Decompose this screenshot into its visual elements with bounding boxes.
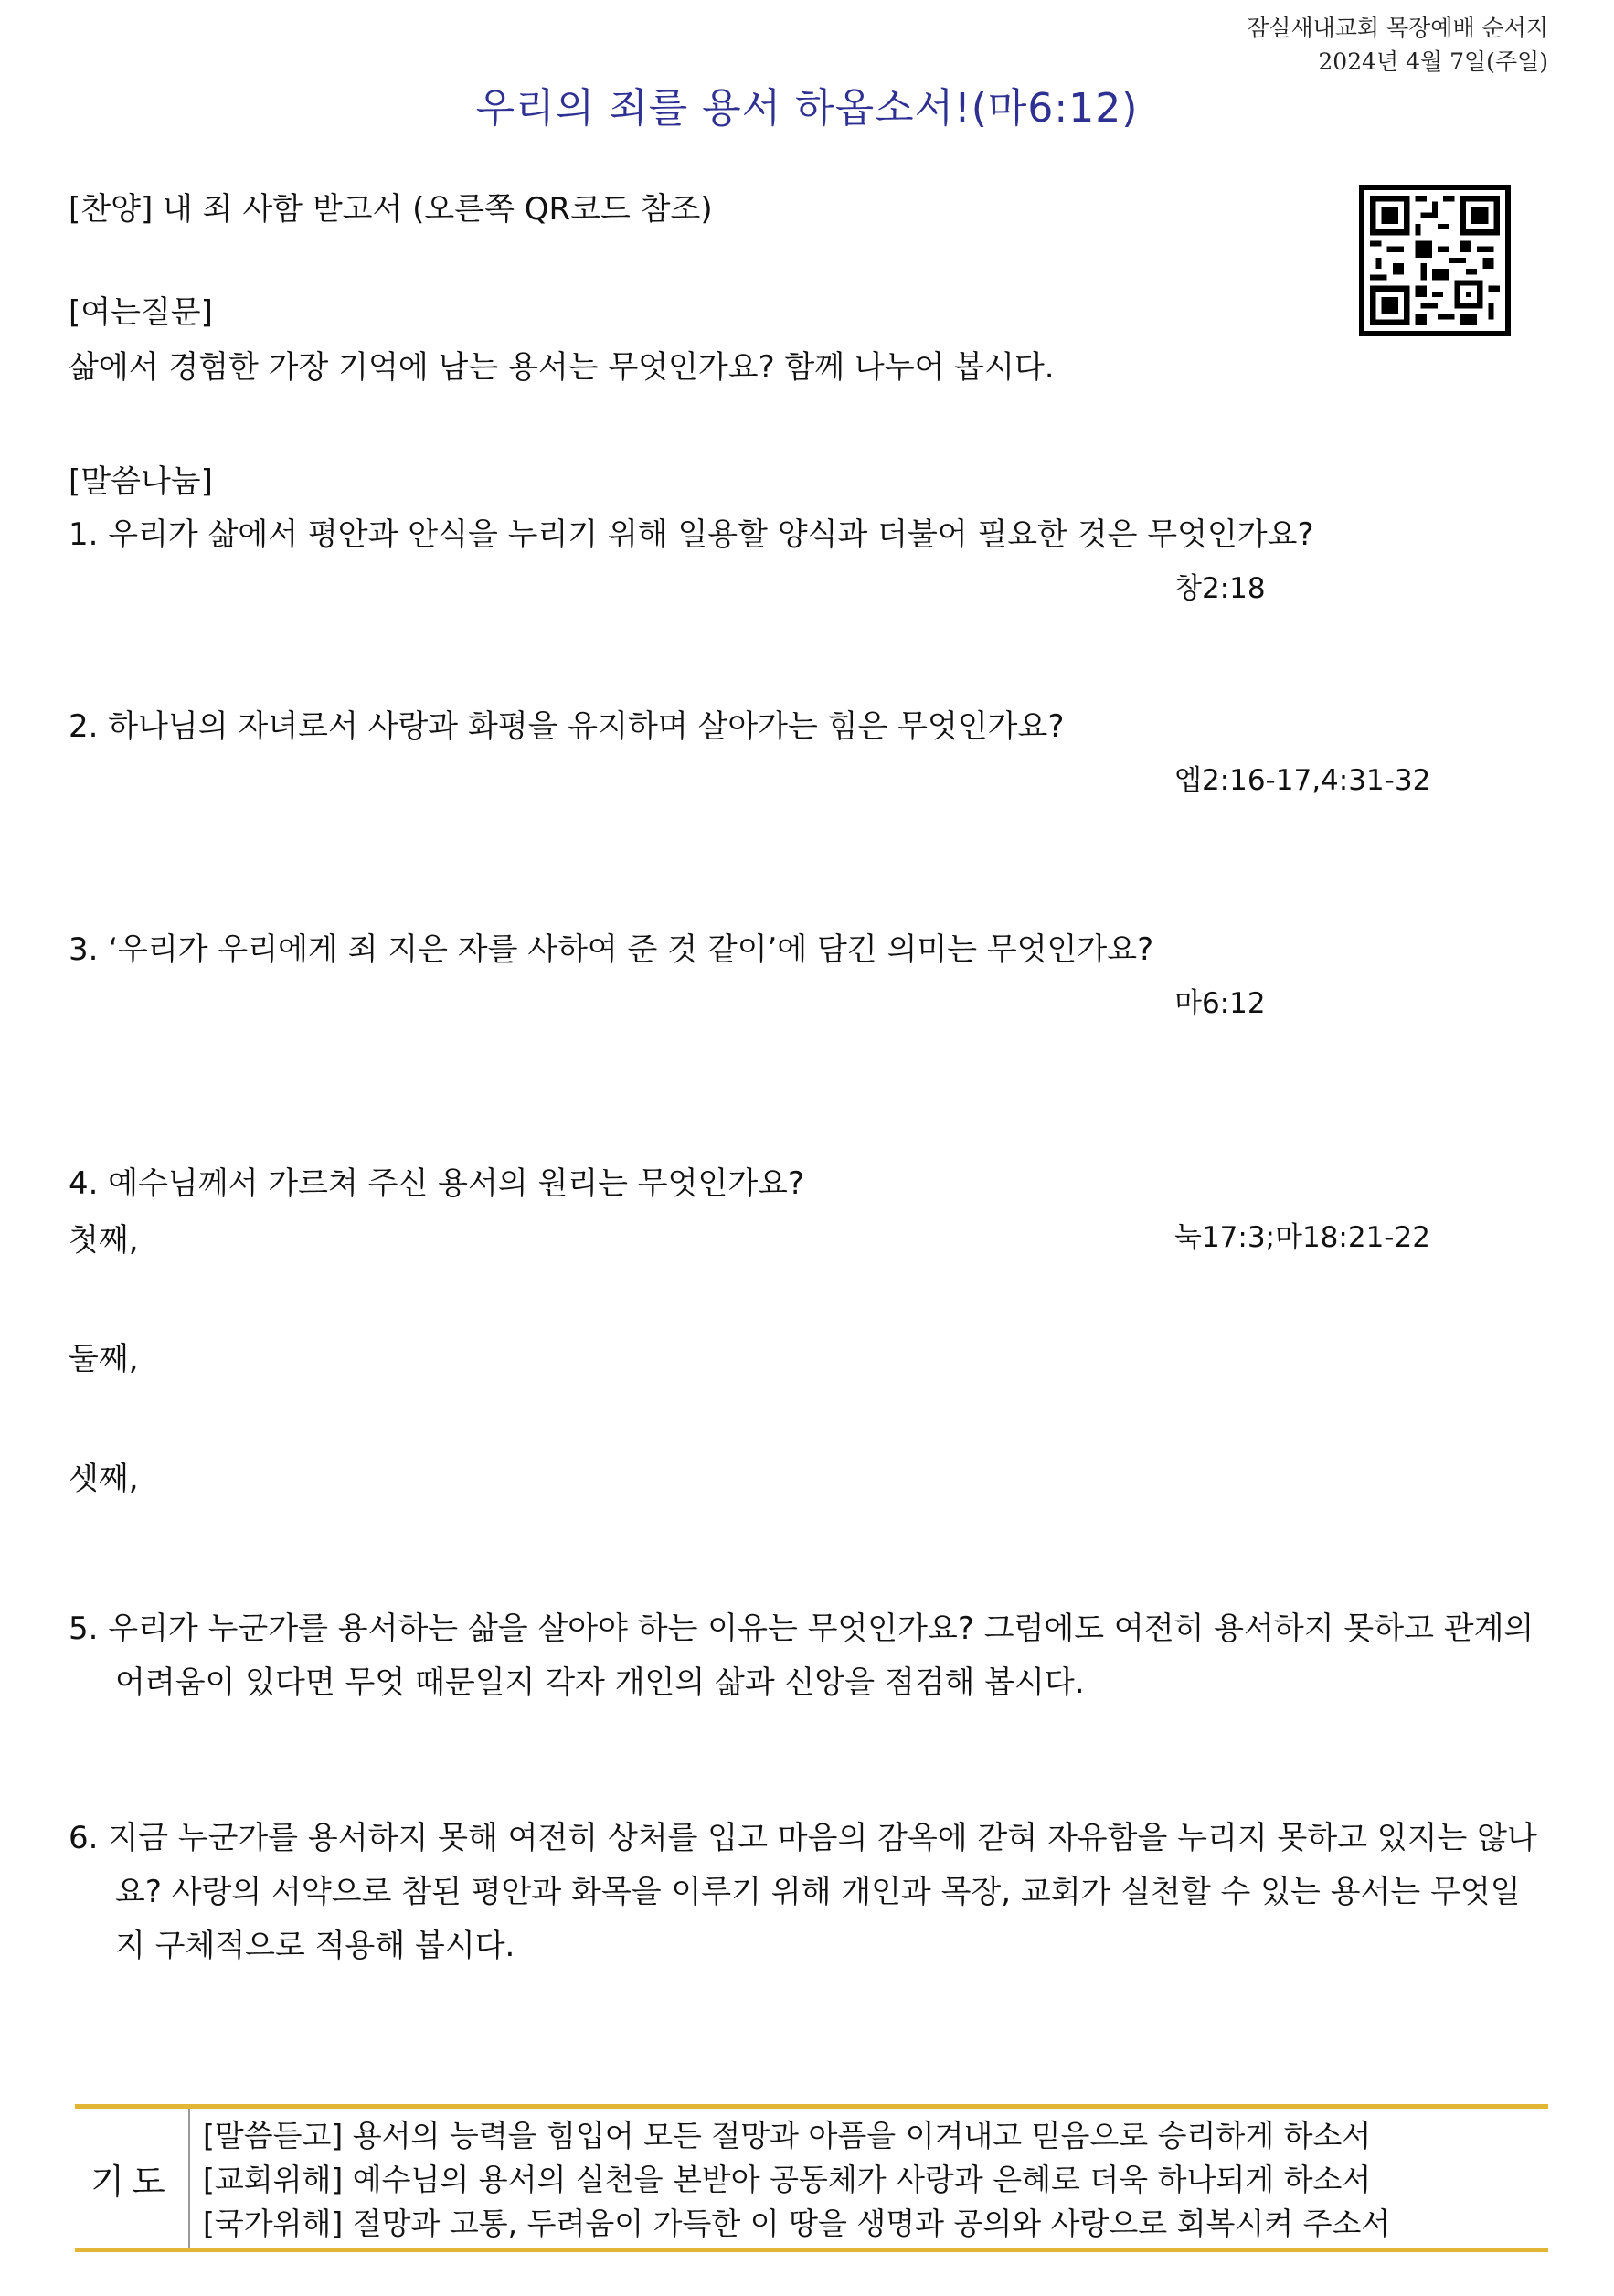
opening-question: 삶에서 경험한 가장 기억에 남는 용서는 무엇인가요? 함께 나누어 봅시다. (69, 349, 1055, 386)
question-3: 3. ‘우리가 우리에게 죄 지은 자를 사하여 준 것 같이’에 담긴 의미는 무엇인가요? (69, 931, 1154, 968)
qr-code-icon[interactable] (1359, 185, 1511, 336)
hymn-line: [찬양] 내 죄 사함 받고서 (오른쪽 QR코드 참조) (69, 191, 713, 228)
prayer-line: [말씀듣고] 용서의 능력을 힘입어 모든 절망과 아픔을 이겨내고 믿음으로 승리하게 하소서 (203, 2118, 1372, 2153)
question-1-reference: 창2:18 (1174, 572, 1266, 605)
question-2: 2. 하나님의 자녀로서 사랑과 화평을 유지하며 살아가는 힘은 무엇인가요? (69, 708, 1065, 745)
church-name: 잠실새내교회 목장예배 순서지 (1247, 15, 1548, 41)
opening-heading: [여는질문] (69, 294, 213, 331)
question-6: 6. 지금 누군가를 용서하지 못해 여전히 상처를 입고 마음의 감옥에 갇혀 자유함을 누리지 못하고 있지는 않나요? 사랑의 서약으로 참된 평안과 화목을 이루기 위해 개인과 목장, 교회가 실천할 수 있는 용서는 무엇일지 구체적으로 적용해 봅시다. (69, 1820, 1537, 1964)
sermon-title: 우리의 죄를 용서 하옵소서!(마6:12) (475, 85, 1139, 132)
question-5: 5. 우리가 누군가를 용서하는 삶을 살아야 하는 이유는 무엇인가요? 그럼에도 여전히 용서하지 못하고 관계의 어려움이 있다면 무엇 때문일지 각자 개인의 삶과 신앙을 점검해 봅시다. (69, 1610, 1534, 1701)
question-4: 4. 예수님께서 가르쳐 주신 용서의 원리는 무엇인가요? (69, 1165, 805, 1202)
question-2-reference: 엡2:16-17,4:31-32 (1174, 764, 1431, 797)
sharing-heading: [말씀나눔] (69, 463, 213, 500)
question-4-third: 셋째, (69, 1461, 139, 1497)
prayer-lines (190, 2109, 1390, 2248)
question-3-reference: 마6:12 (1174, 987, 1266, 1020)
question-1: 1. 우리가 삶에서 평안과 안식을 누리기 위해 일용할 양식과 더불어 필요한 것은 무엇인가요? (69, 516, 1314, 553)
prayer-line: [교회위해] 예수님의 용서의 실천을 본받아 공동체가 사랑과 은혜로 더욱 하나되게 하소서 (203, 2162, 1372, 2197)
prayer-line: [국가위해] 절망과 고통, 두려움이 가득한 이 땅을 생명과 공의와 사랑으로 회복시켜 주소서 (203, 2206, 1391, 2241)
service-date: 2024년 4월 7일(주일) (1318, 48, 1548, 75)
question-4-second: 둘째, (69, 1341, 139, 1377)
question-4-reference: 눅17:3;마18:21-22 (1174, 1221, 1430, 1254)
prayer-label: 기도 (75, 2109, 190, 2248)
prayer-box (75, 2104, 1548, 2252)
question-4-first: 첫째, (69, 1222, 139, 1259)
bulletin-header (1247, 11, 1548, 79)
